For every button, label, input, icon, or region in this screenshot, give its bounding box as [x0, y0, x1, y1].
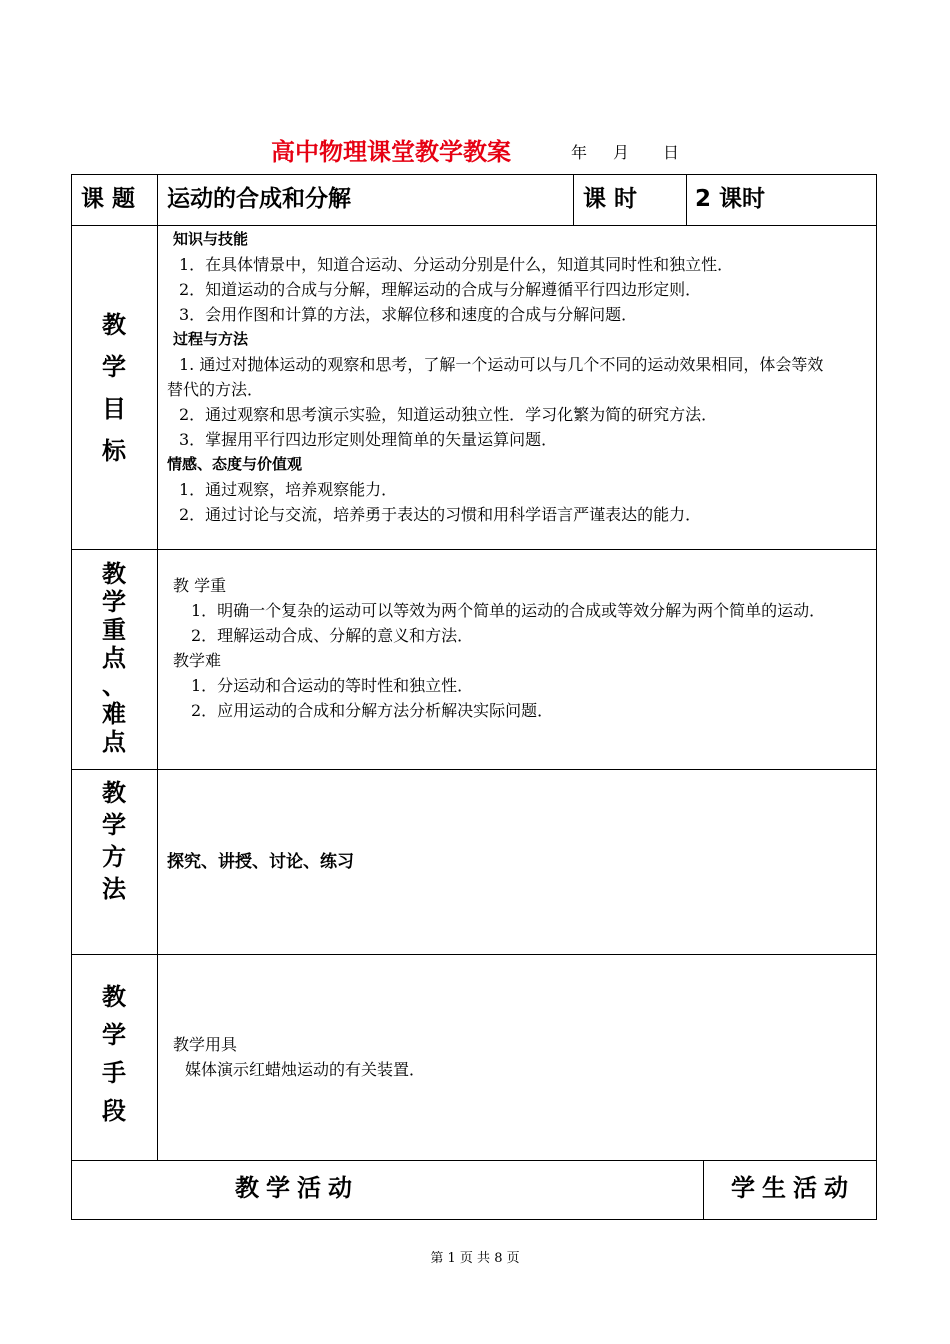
- difficulty-heading: 教学难: [173, 651, 222, 670]
- methods-value: 探究、讲授、讨论、练习: [167, 852, 354, 872]
- knowledge-heading: 知识与技能: [173, 230, 249, 248]
- hours-value: 2 课时: [695, 186, 766, 212]
- teacher-activity-header: 教学活动: [235, 1174, 359, 1202]
- student-activity-header: 学生活动: [731, 1174, 855, 1202]
- list-item: 2．通过观察和思考演示实验，知道运动独立性．学习化繁为简的研究方法．: [179, 405, 718, 424]
- keypoints-label: 教 学 重 点 、 难 点: [102, 560, 126, 756]
- list-item: 1．通过观察，培养观察能力．: [179, 480, 398, 499]
- column-divider: [573, 174, 574, 225]
- row-divider: [71, 954, 877, 955]
- keypoints-content: [173, 573, 873, 723]
- row-divider: [71, 225, 877, 226]
- column-divider: [157, 174, 158, 1160]
- date-day-label: 日: [663, 143, 680, 162]
- row-divider: [71, 1160, 877, 1161]
- emotion-heading: 情感、态度与价值观: [167, 455, 303, 473]
- row-divider: [71, 549, 877, 550]
- column-divider: [703, 1160, 704, 1220]
- date-year-label: 年: [571, 143, 588, 162]
- objectives-content: [167, 227, 867, 527]
- table-border-right: [876, 174, 877, 1220]
- table-border-bottom: [71, 1219, 877, 1220]
- process-heading: 过程与方法: [173, 330, 249, 348]
- list-item: 1. 通过对抛体运动的观察和思考，了解一个运动可以与几个不同的运动效果相同，体会等效: [179, 355, 824, 374]
- date-month-label: 月: [613, 143, 630, 162]
- table-border-top: [71, 174, 877, 175]
- list-item: 2．知道运动的合成与分解，理解运动的合成与分解遵循平行四边形定则．: [179, 280, 702, 299]
- means-heading: 教学用具: [173, 1035, 238, 1054]
- list-item: 2．应用运动的合成和分解方法分析解决实际问题．: [191, 701, 554, 720]
- title-row: [0, 138, 950, 168]
- list-item: 3．掌握用平行四边形定则处理简单的矢量运算问题．: [179, 430, 558, 449]
- objectives-label: 教 学 目 标: [102, 311, 126, 465]
- list-item: 媒体演示红蜡烛运动的有关装置．: [185, 1060, 426, 1079]
- list-item: 2．理解运动合成、分解的意义和方法．: [191, 626, 474, 645]
- hours-label: 课 时: [583, 186, 638, 212]
- list-item-continuation: 替代的方法．: [167, 380, 264, 399]
- list-item: 1．在具体情景中，知道合运动、分运动分别是什么，知道其同时性和独立性．: [179, 255, 734, 274]
- lesson-plan-table: [71, 174, 877, 1220]
- list-item: 1．明确一个复杂的运动可以等效为两个简单的运动的合成或等效分解为两个简单的运动．: [191, 601, 826, 620]
- focus-heading: 教 学重: [173, 576, 227, 595]
- column-divider: [686, 174, 687, 225]
- list-item: 1．分运动和合运动的等时性和独立性．: [191, 676, 474, 695]
- list-item: 2．通过讨论与交流，培养勇于表达的习惯和用科学语言严谨表达的能力．: [179, 505, 702, 524]
- topic-label: 课 题: [81, 186, 136, 212]
- page-footer: 第 1 页 共 8 页: [430, 1251, 520, 1266]
- page-title: 高中物理课堂教学教案: [271, 138, 511, 166]
- topic-value: 运动的合成和分解: [167, 186, 351, 212]
- means-content: [173, 1032, 873, 1082]
- row-divider: [71, 769, 877, 770]
- methods-label: 教 学 方 法: [102, 779, 126, 903]
- means-label: 教 学 手 段: [102, 983, 126, 1125]
- list-item: 3．会用作图和计算的方法，求解位移和速度的合成与分解问题．: [179, 305, 638, 324]
